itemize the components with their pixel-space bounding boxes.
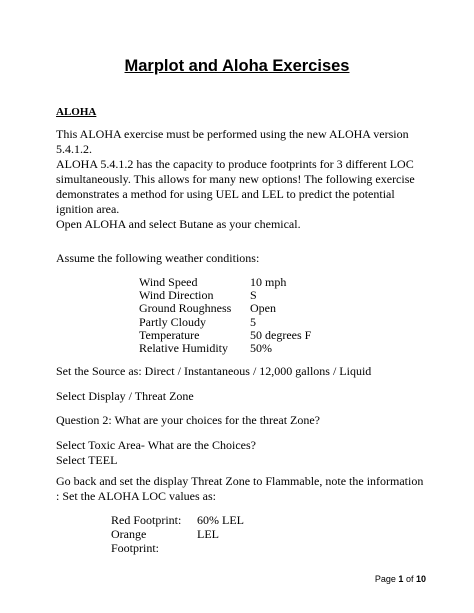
weather-value: 50% [250,340,272,355]
weather-value: Open [250,301,276,316]
weather-row [139,316,311,329]
paragraph-flammable: Go back and set the display Threat Zone to Flammable, note the information : Set the ALOHA LOC values as: [56,474,424,503]
weather-row [139,302,311,315]
paragraph-select-display: Select Display / Threat Zone [56,389,194,403]
footprint-value: 60% LEL [197,513,244,527]
paragraph-open-aloha: Open ALOHA and select Butane as your chemical. [56,217,301,231]
paragraph-question-2: Question 2: What are your choices for the threat Zone? [56,413,321,427]
weather-row [139,342,311,355]
weather-label: Wind Speed [139,275,198,289]
paragraph-line: Select TEEL [56,453,118,467]
weather-label: Ground Roughness [139,301,232,316]
document-title: Marplot and Aloha Exercises [124,57,350,75]
footprint-label: Red Footprint: [111,513,182,527]
footprint-list [111,513,244,555]
weather-value: 10 mph [250,275,287,289]
paragraph-capacity: ALOHA 5.4.1.2 has the capacity to produce footprints for 3 different LOC simultaneously. This allows for many new options! The following exercise demonstrates a method for using UEL and LEL to predict the potential ignition area. [56,157,415,216]
weather-row [139,329,311,342]
weather-label: Wind Direction [139,288,214,303]
total-page-count: 10 [415,574,426,584]
footprint-row [111,513,244,527]
footprint-value: LEL [197,527,219,541]
weather-value: S [250,288,257,303]
paragraph-weather-intro: Assume the following weather conditions: [56,251,260,265]
footprint-label: Orange Footprint: [111,527,160,555]
paragraph-version-note: This ALOHA exercise must be performed using the new ALOHA version 5.4.1.2. [56,127,409,156]
paragraph-set-source: Set the Source as: Direct / Instantaneous / 12,000 gallons / Liquid [56,364,372,378]
current-page-number: 1 [398,574,404,584]
weather-value: 5 [250,314,256,329]
weather-label: Temperature [139,327,200,342]
page-word: Page [374,574,396,584]
paragraph-line: Select Toxic Area- What are the Choices? [56,438,256,452]
paragraph-toxic-area [56,438,426,468]
section-heading-aloha: ALOHA [56,106,97,118]
weather-value: 50 degrees F [250,327,312,342]
footprint-row [111,527,244,555]
page-number-footer [375,573,426,585]
weather-label: Partly Cloudy [139,314,207,329]
weather-label: Relative Humidity [139,340,228,355]
weather-conditions-list [139,276,311,355]
of-word: of [405,574,414,584]
